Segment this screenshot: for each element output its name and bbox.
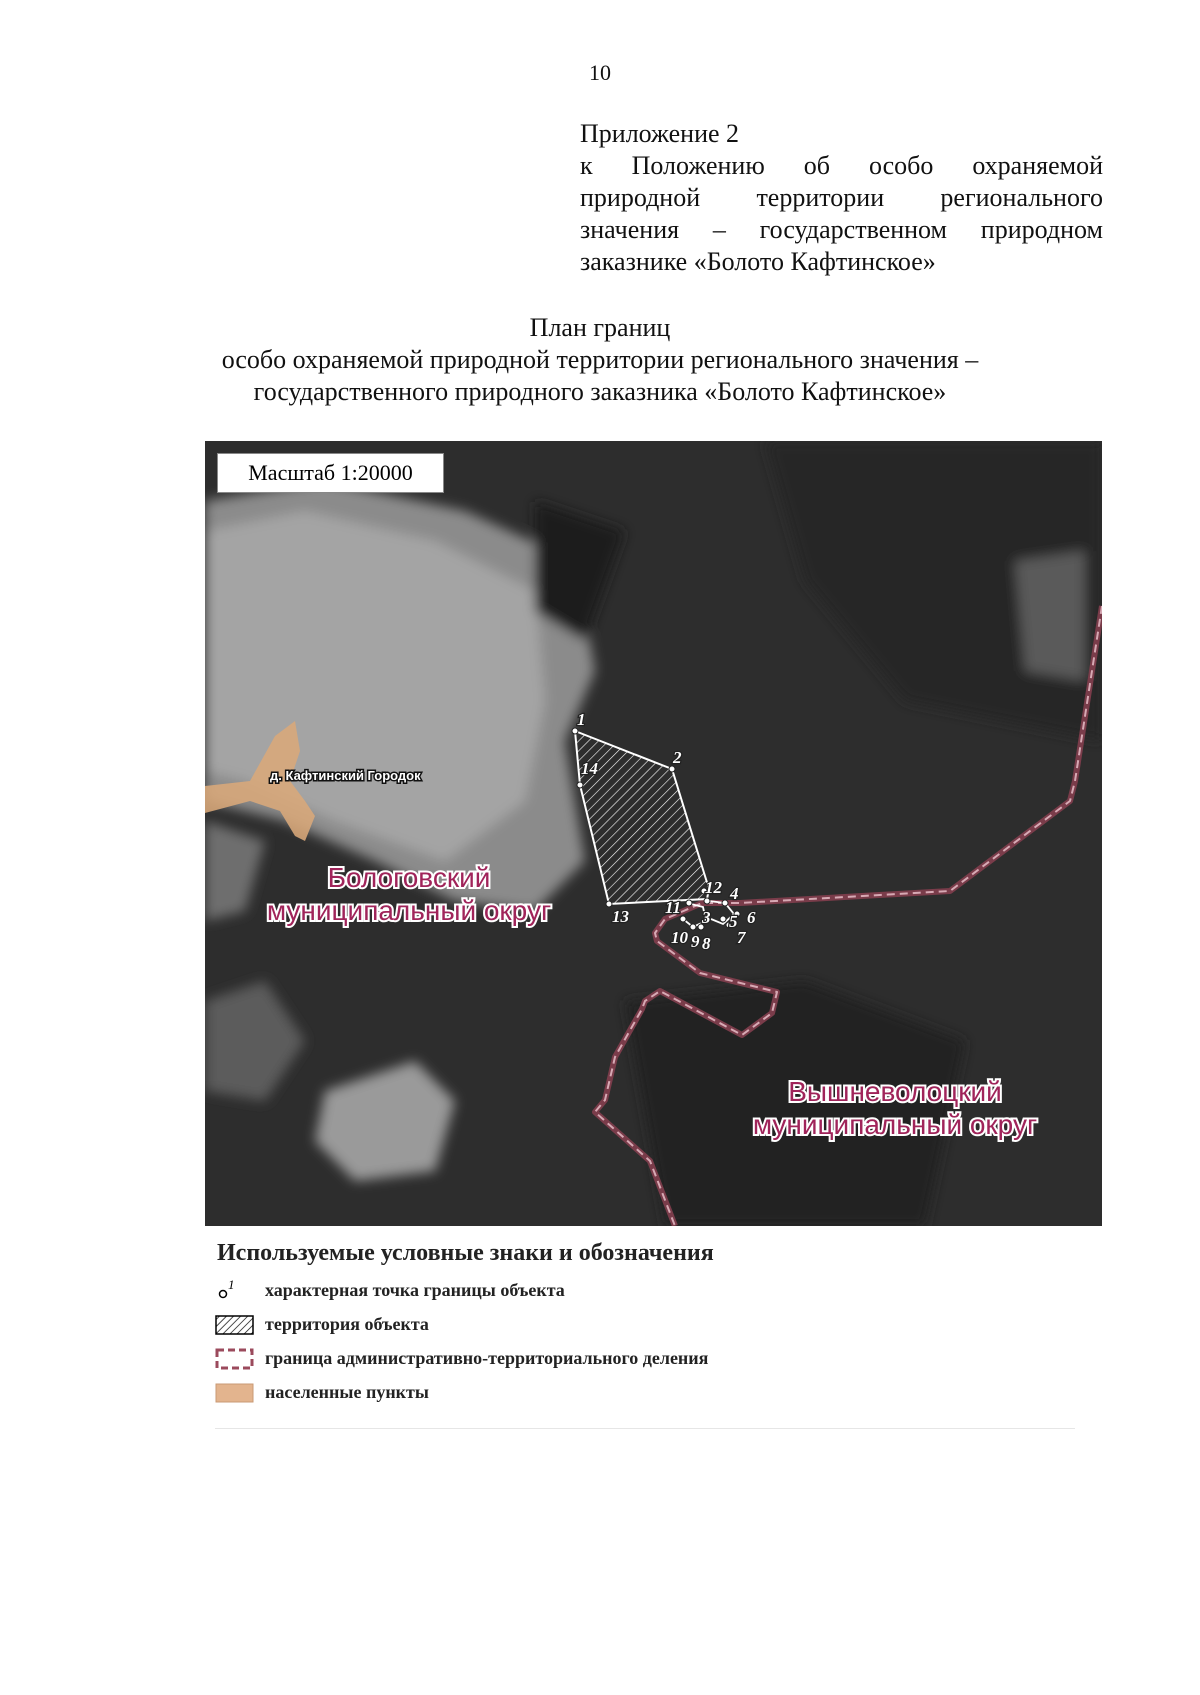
appendix-line: значения – государственном природном [580, 215, 1103, 244]
scale-label: Масштаб 1:20000 [217, 453, 444, 493]
point-label: 6 [747, 908, 756, 927]
point-label: 11 [665, 898, 682, 917]
district-label: муниципальный округ [266, 895, 552, 926]
appendix-header [580, 118, 1103, 278]
point-label: 2 [673, 748, 682, 767]
point-label: 14 [581, 759, 598, 778]
point-label: 10 [671, 928, 688, 947]
boundary-point-icon [704, 898, 710, 904]
point-label: 12 [705, 878, 722, 897]
point-label: 3 [702, 908, 711, 927]
appendix-line: заказнике «Болото Кафтинское» [580, 247, 936, 276]
legend-point-number: 1 [228, 1279, 235, 1292]
point-label: 13 [612, 907, 629, 926]
satellite-map [205, 441, 1102, 1226]
boundary-point-icon [577, 782, 583, 788]
district-label: Вышневолоцкий [788, 1076, 1002, 1107]
boundary-point-icon [722, 900, 728, 906]
appendix-title: Приложение 2 [580, 119, 740, 148]
dashed-admin-boundary-icon [215, 1347, 255, 1371]
legend-item [215, 1275, 915, 1309]
plan-title-line: План границ [529, 313, 671, 342]
settlement-label: д. Кафтинский Городок [270, 768, 421, 783]
legend [215, 1275, 915, 1411]
legend-item [215, 1343, 915, 1377]
legend-label: территория объекта [265, 1314, 429, 1334]
plan-title [0, 312, 1200, 408]
boundary-point-icon [215, 1279, 255, 1303]
point-label: 4 [730, 884, 739, 903]
map-canvas [205, 441, 1102, 1226]
point-label: 8 [702, 934, 711, 953]
legend-item [215, 1377, 915, 1411]
appendix-line: к Положению об особо охраняемой [580, 151, 1103, 180]
point-label: 9 [691, 932, 700, 951]
boundary-point-icon [690, 924, 696, 930]
hatched-territory-icon [215, 1313, 255, 1337]
legend-label: характерная точка границы объекта [265, 1280, 565, 1300]
plan-title-line: особо охраняемой природной территории регионального значения – [221, 345, 979, 374]
district-label: муниципальный округ [752, 1109, 1038, 1140]
divider [215, 1428, 1075, 1429]
legend-label: населенные пункты [265, 1382, 429, 1402]
district-label: Бологовский [327, 862, 491, 893]
page-number: 10 [589, 60, 611, 85]
point-label: 1 [577, 710, 586, 729]
plan-title-line: государственного природного заказника «Болото Кафтинское» [253, 377, 947, 406]
legend-item [215, 1309, 915, 1343]
boundary-point-icon [686, 900, 692, 906]
legend-label: граница административно-территориального деления [265, 1348, 709, 1368]
settlement-fill-icon [215, 1381, 255, 1405]
point-label: 7 [737, 928, 746, 947]
point-label: 5 [729, 912, 738, 931]
legend-title: Используемые условные знаки и обозначения [217, 1240, 714, 1266]
appendix-line: природной территории регионального [580, 183, 1103, 212]
boundary-point-icon [720, 916, 726, 922]
